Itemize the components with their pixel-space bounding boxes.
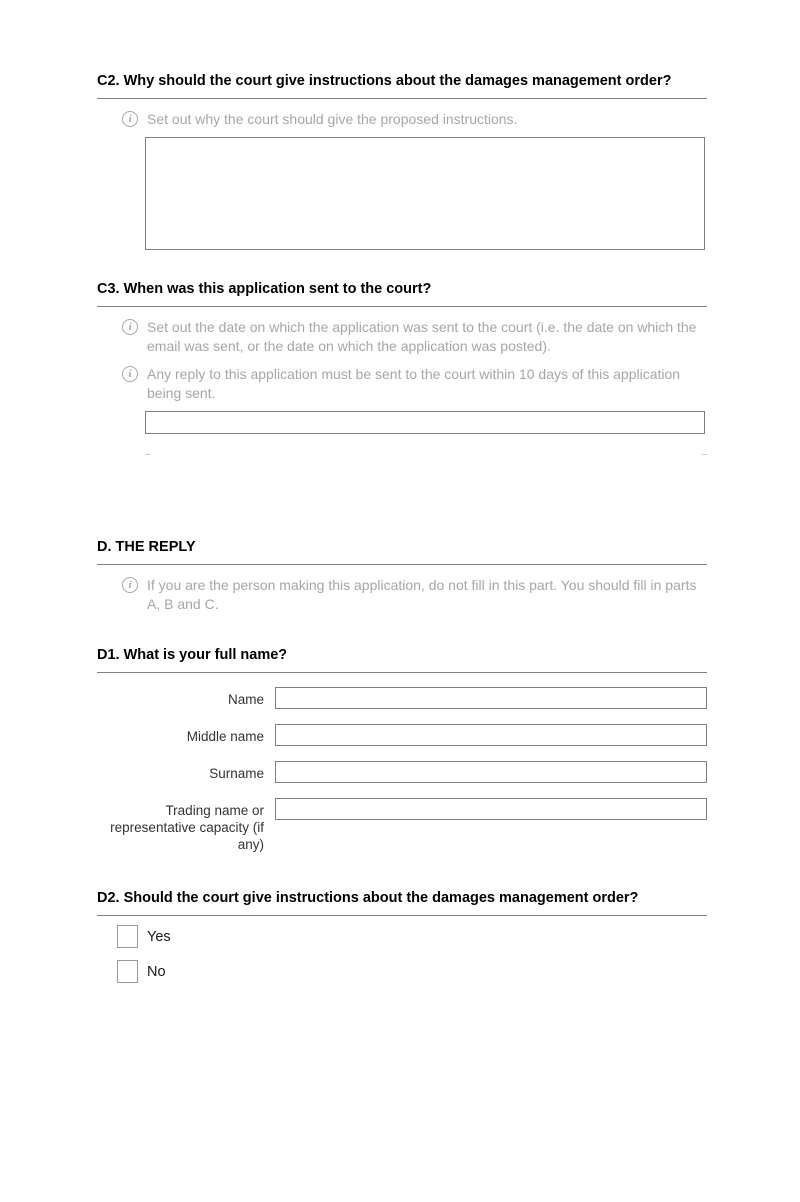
name-input[interactable] [275, 687, 707, 709]
page-break-mark-right [702, 454, 707, 455]
surname-input[interactable] [275, 761, 707, 783]
surname-label: Surname [209, 766, 264, 781]
c2-note [122, 110, 707, 129]
page-break-marks [97, 454, 707, 456]
middle-name-input[interactable] [275, 724, 707, 746]
form-page [0, 72, 707, 983]
section-d2-heading: D2. Should the court give instructions about the damages management order? [97, 889, 707, 916]
trading-name-label: Trading name or representative capacity (if any) [110, 803, 264, 852]
info-icon: i [122, 111, 138, 127]
info-icon: i [122, 319, 138, 335]
section-d2 [97, 889, 707, 983]
no-checkbox[interactable] [117, 960, 138, 983]
page-break-mark-left [145, 454, 150, 455]
c3-note-2-text: Any reply to this application must be sent to the court within 10 days of this application being sent. [147, 366, 681, 401]
section-d [97, 538, 707, 614]
yes-label: Yes [147, 928, 171, 945]
section-c2 [97, 72, 707, 250]
field-row-surname [97, 761, 707, 783]
no-label: No [147, 963, 166, 980]
field-row-name [97, 687, 707, 709]
section-d1-heading: D1. What is your full name? [97, 646, 707, 673]
info-icon: i [122, 366, 138, 382]
c2-answer-textarea[interactable] [145, 137, 705, 250]
c3-note-1 [122, 318, 707, 356]
yes-checkbox[interactable] [117, 925, 138, 948]
section-d-heading: D. THE REPLY [97, 538, 707, 565]
c2-note-text: Set out why the court should give the proposed instructions. [147, 111, 518, 127]
d-note [122, 576, 707, 614]
info-icon: i [122, 577, 138, 593]
trading-name-input[interactable] [275, 798, 707, 820]
c3-note-1-text: Set out the date on which the application was sent to the court (i.e. the date on which the email was sent, or the date on which the application was posted). [147, 319, 697, 354]
section-d1 [97, 646, 707, 853]
section-c2-heading: C2. Why should the court give instructions about the damages management order? [97, 72, 707, 99]
d-note-text: If you are the person making this application, do not fill in this part. You should fill in parts A, B and C. [147, 577, 697, 612]
c3-note-2 [122, 365, 707, 403]
field-row-middle-name [97, 724, 707, 746]
option-row-yes [117, 925, 707, 948]
field-row-trading-name [97, 798, 707, 853]
c3-date-input[interactable] [145, 411, 705, 434]
section-c3-heading: C3. When was this application sent to the court? [97, 280, 707, 307]
section-c3 [97, 280, 707, 434]
middle-name-label: Middle name [186, 729, 264, 744]
option-row-no [117, 960, 707, 983]
name-label: Name [227, 692, 264, 707]
